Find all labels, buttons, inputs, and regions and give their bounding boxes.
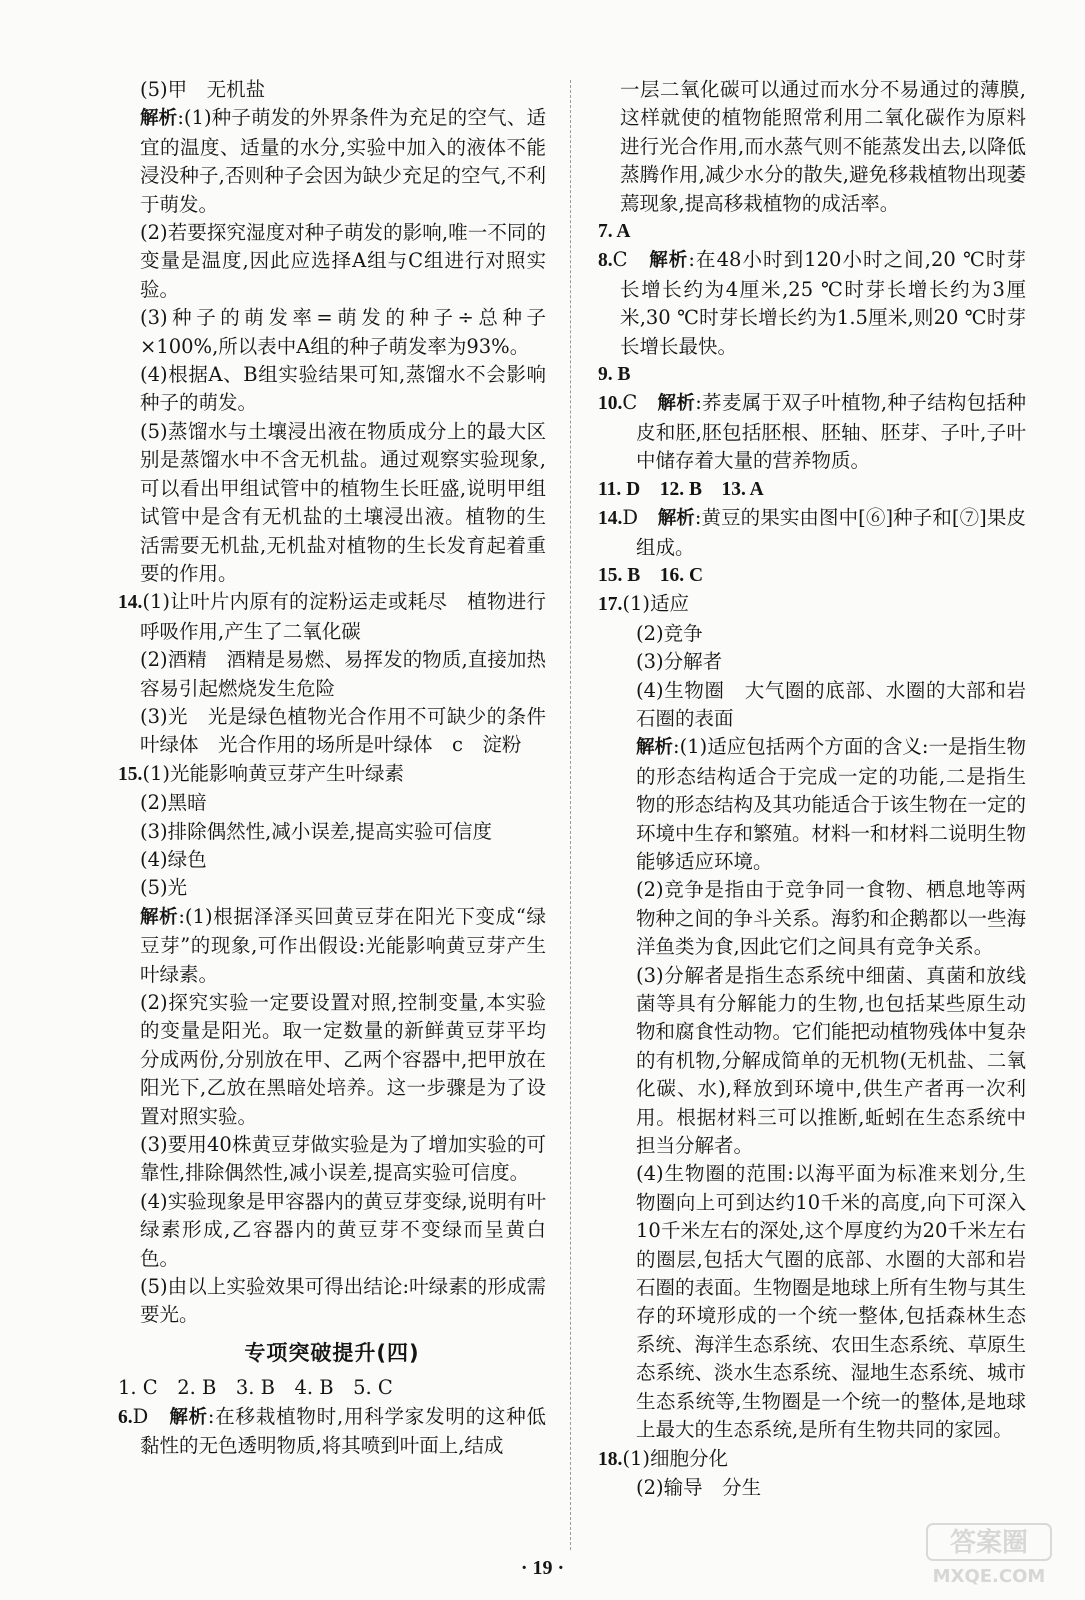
analysis-label: 解析 xyxy=(657,508,695,530)
answer-line: 1. C 2. B 3. B 4. B 5. C xyxy=(118,1376,393,1400)
answer-line: (3)光 光是绿色植物光合作用不可缺少的条件 叶绿体 光合作用的场所是叶绿体 c 淀粉 xyxy=(140,704,566,757)
answer-line: (5)甲 无机盐 xyxy=(140,78,266,101)
analysis-paragraph: 一层二氧化碳可以通过而水分不易通过的薄膜,这样就使的植物能照常利用二氧化碳作为原料进行光合作用,而水蒸气则不能蒸发出去,以降低蒸腾作用,减少水分的散失,避免移栽植物出现萎蔫现象,提高移栽植物的成活率。 xyxy=(620,78,1026,215)
analysis-paragraph: (3)分解者是指生态系统中细菌、真菌和放线菌等具有分解能力的生物,也包括某些原生动物和腐食性动物。它们能把动植物残体中复杂的有机物,分解成简单的无机物(无机盐、二氧化碳、水),释放到环境中,供生产者再一次利用。根据材料三可以推断,蚯蚓在生态系统中担当分解者。 xyxy=(636,963,1027,1158)
question-14: 14.D 解析:黄豆的果实由图中[⑥]种子和[⑦]果皮组成。 xyxy=(598,506,1026,559)
question-14: 14.(1)让叶片内原有的淀粉运走或耗尽 植物进行呼吸作用,产生了二氧化碳 xyxy=(118,590,546,643)
analysis-label: 解析 xyxy=(649,250,689,272)
question-number: 6. xyxy=(118,1406,133,1428)
answer-line: (2)输导 分生 xyxy=(636,1475,762,1499)
watermark-bottom-text: MXQE.COM xyxy=(932,1566,1046,1587)
analysis-paragraph: (2)竞争是指由于竞争同一食物、栖息地等两物种之间的争斗关系。海豹和企鹅都以一些海洋鱼类为食,因此它们之间具有竞争关系。 xyxy=(636,878,1027,959)
analysis-paragraph: 解析:(1)适应包括两个方面的含义:一是指生物的形态结构适合于完成一定的功能,二是指生物的形态结构及其功能适合于该生物在一定的环境中生存和繁殖。材料一和材料二说明生物能够适应环境。 xyxy=(636,735,1027,873)
answer-line: (4)生物圈 大气圈的底部、水圈的大部和岩石圈的表面 xyxy=(636,678,1026,730)
answer-line: (3)分解者 xyxy=(636,650,723,674)
question-18: 18.(1)细胞分化 xyxy=(598,1446,728,1470)
analysis-label: 解析 xyxy=(657,393,696,415)
analysis-label: 解析 xyxy=(140,108,178,130)
analysis-paragraph: 解析:(1)根据泽泽买回黄豆芽在阳光下变成“绿豆芽”的现象,可作出假设:光能影响黄豆芽产生叶绿素。 xyxy=(140,904,546,986)
question-6: 6.D 解析:在移栽植物时,用科学家发明的这种低黏性的无色透明物质,将其喷到叶面上,结成 xyxy=(118,1404,546,1458)
answer-line: 11. D 12. B 13. A xyxy=(598,478,764,500)
answer-line: (2)竞争 xyxy=(636,621,703,645)
analysis-paragraph: (4)根据A、B组实验结果可知,蒸馏水不会影响种子的萌发。 xyxy=(140,363,546,415)
answer-line: (2)黑暗 xyxy=(140,791,207,815)
answer-line: 7. A xyxy=(598,221,631,243)
page-number: · 19 · xyxy=(520,1557,565,1579)
answer-line: (5)光 xyxy=(140,876,188,900)
analysis-paragraph: (2)探究实验一定要设置对照,控制变量,本实验的变量是阳光。取一定数量的新鲜黄豆芽平均分成两份,分别放在甲、乙两个容器中,把甲放在阳光下,乙放在黑暗处培养。这一步骤是为了设置对照实验。 xyxy=(140,991,546,1128)
answer-line: 9. B xyxy=(598,364,631,386)
analysis-paragraph: (4)实验现象是甲容器内的黄豆芽变绿,说明有叶绿素形成,乙容器内的黄豆芽不变绿而呈黄白色。 xyxy=(140,1189,546,1270)
answer-line: (2)酒精 酒精是易燃、易挥发的物质,直接加热容易引起燃烧发生危险 xyxy=(140,648,546,700)
answer-line: (4)绿色 xyxy=(140,847,207,871)
watermark-logo xyxy=(919,1520,1059,1590)
answer-line: 15. B 16. C xyxy=(598,564,704,586)
analysis-paragraph: (2)若要探究湿度对种子萌发的影响,唯一不同的变量是温度,因此应选择A组与C组进行对照实验。 xyxy=(140,221,546,301)
analysis-label: 解析 xyxy=(140,906,179,928)
question-17: 17.(1)适应 xyxy=(598,592,689,616)
analysis-paragraph: (3)种子的萌发率=萌发的种子÷总种子×100%,所以表中A组的种子萌发率为93%。 xyxy=(140,306,546,358)
watermark-top-text: 答案圈 xyxy=(949,1528,1029,1558)
question-number: 10. xyxy=(598,393,623,415)
section-title: 专项突破提升(四) xyxy=(244,1340,420,1365)
question-number: 14. xyxy=(598,508,623,530)
question-number: 8. xyxy=(598,250,613,272)
column-divider xyxy=(570,80,571,1550)
question-number: 18. xyxy=(598,1448,623,1470)
question-number: 17. xyxy=(598,594,623,616)
analysis-label: 解析 xyxy=(169,1406,208,1428)
left-column xyxy=(118,76,566,1461)
answer-line: (3)排除偶然性,减小误差,提高实验可信度 xyxy=(140,819,493,843)
question-15: 15.(1)光能影响黄豆芽产生叶绿素 xyxy=(118,761,404,785)
question-number: 15. xyxy=(118,763,143,785)
analysis-paragraph: 解析:(1)种子萌发的外界条件为充足的空气、适宜的温度、适量的水分,实验中加入的液体不能浸没种子,否则种子会因为缺少充足的空气,不利于萌发。 xyxy=(140,106,546,216)
analysis-paragraph: (5)蒸馏水与土壤浸出液在物质成分上的最大区别是蒸馏水中不含无机盐。通过观察实验现象,可以看出甲组试管中的植物生长旺盛,说明甲组试管中是含有无机盐的土壤浸出液。植物的生活需要无机盐,无机盐对植物的生长发育起着重要的作用。 xyxy=(140,419,546,585)
analysis-label: 解析 xyxy=(636,737,674,759)
analysis-paragraph: (3)要用40株黄豆芽做实验是为了增加实验的可靠性,排除偶然性,减小误差,提高实验可信度。 xyxy=(140,1133,546,1185)
question-number: 14. xyxy=(118,592,143,614)
analysis-paragraph: (5)由以上实验效果可得出结论:叶绿素的形成需要光。 xyxy=(140,1275,546,1327)
question-8: 8.C 解析:在48小时到120小时之间,20 ℃时芽长增长约为4厘米,25 ℃时芽长增长约为3厘米,30 ℃时芽长增长约为1.5厘米,则20 ℃时芽长增长最快。 xyxy=(598,248,1026,358)
right-column xyxy=(598,76,1026,1502)
question-10: 10.C 解析:荞麦属于双子叶植物,种子结构包括种皮和胚,胚包括胚根、胚轴、胚芽、子叶,子叶中储存着大量的营养物质。 xyxy=(598,391,1026,473)
analysis-paragraph: (4)生物圈的范围:以海平面为标准来划分,生物圈向上可到达约10千米的高度,向下可深入10千米左右的深处,这个厚度约为20千米左右的圈层,包括大气圈的底部、水圈的大部和岩石圈的表面。生物圈是地球上所有生物与其生存的环境形成的一个统一整体,包括森林生态系统、海洋生态系统、农田生态系统、草原生态系统、淡水生态系统、湿地生态系统、城市生态系统等,生物圈是一个统一的整体,是地球上最大的生态系统,是所有生物共同的家园。 xyxy=(636,1162,1027,1442)
